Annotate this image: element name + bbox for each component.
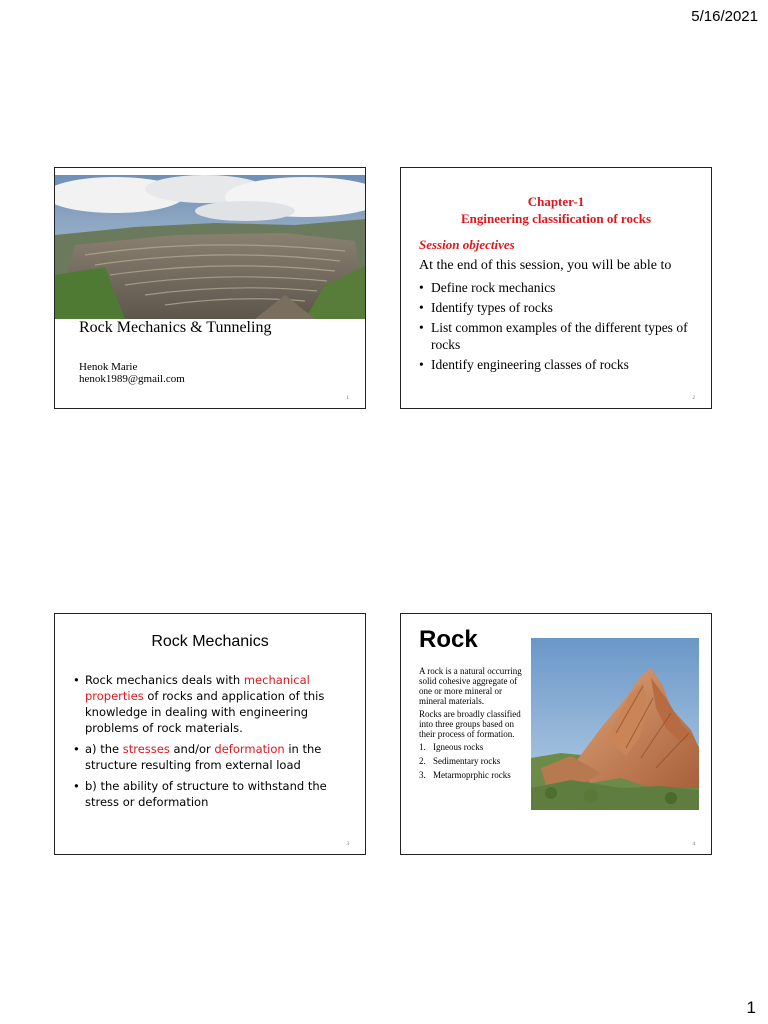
list-item: [419, 756, 529, 766]
list-text: Sedimentary rocks: [433, 756, 501, 766]
slide-title: Rock: [419, 626, 478, 653]
objectives-intro: At the end of this session, you will be able to: [419, 258, 672, 273]
list-item: • Define rock mechanics: [419, 279, 704, 296]
rock-types-list: [419, 742, 529, 780]
chapter-subtitle: Engineering classification of rocks: [460, 211, 652, 226]
slide-2: [400, 167, 712, 409]
author-email: henok1989@gmail.com: [79, 373, 185, 385]
objectives-heading: Session objectives: [419, 237, 515, 252]
list-item: [419, 742, 529, 752]
chapter-label: Chapter-1: [527, 194, 585, 209]
text-run: and/or: [169, 742, 215, 756]
author-name: Henok Marie: [79, 361, 138, 373]
list-item: [73, 741, 353, 773]
list-number: 1.: [419, 742, 426, 752]
list-text: Metarmoprphic rocks: [433, 770, 511, 780]
slide-number: 4: [692, 842, 695, 847]
objectives-list: [419, 279, 704, 376]
paragraph: Rocks are broadly classified into three groups based on their process of formation.: [419, 709, 521, 739]
rock-description: [419, 666, 529, 784]
chapter-heading: [401, 193, 711, 227]
slide-title: Rock Mechanics: [151, 633, 269, 650]
list-item: • Identify engineering classes of rocks: [419, 356, 704, 373]
author-block: [79, 361, 185, 385]
list-item: [73, 672, 353, 736]
open-pit-mine-photo: [55, 175, 366, 319]
list-text: Igneous rocks: [433, 742, 484, 752]
rock-formation-photo: [531, 638, 699, 810]
highlight-text: mechanical properties: [85, 673, 310, 703]
page-number: 1: [746, 998, 756, 1017]
print-date: 5/16/2021: [691, 8, 758, 25]
text-run: Rock mechanics deals with: [85, 673, 244, 687]
list-item: [419, 770, 529, 780]
slide-3: [54, 613, 366, 855]
slide-number: 3: [346, 842, 349, 847]
highlight-text: stresses: [122, 742, 170, 756]
list-item: • b) the ability of structure to withstand the stress or deformation: [73, 778, 353, 810]
slide-number: 1: [346, 396, 349, 401]
highlight-text: deformation: [214, 742, 285, 756]
slide-4: [400, 613, 712, 855]
list-number: 3.: [419, 770, 426, 780]
list-item: • List common examples of the different types of rocks: [419, 319, 704, 353]
list-number: 2.: [419, 756, 426, 766]
slide-number: 2: [692, 396, 695, 401]
presentation-title: Rock Mechanics & Tunneling: [79, 319, 272, 336]
text-run: in the structure resulting from external load: [85, 742, 322, 772]
definition-list: [73, 672, 353, 815]
text-run: a) the: [85, 742, 123, 756]
slide-1: [54, 167, 366, 409]
text-run: of rocks and application of this knowledge in dealing with engineering problems of rock materials.: [85, 689, 325, 735]
paragraph: A rock is a natural occurring solid cohesive aggregate of one or more mineral or mineral materials.: [419, 666, 522, 706]
list-item: • Identify types of rocks: [419, 299, 704, 316]
